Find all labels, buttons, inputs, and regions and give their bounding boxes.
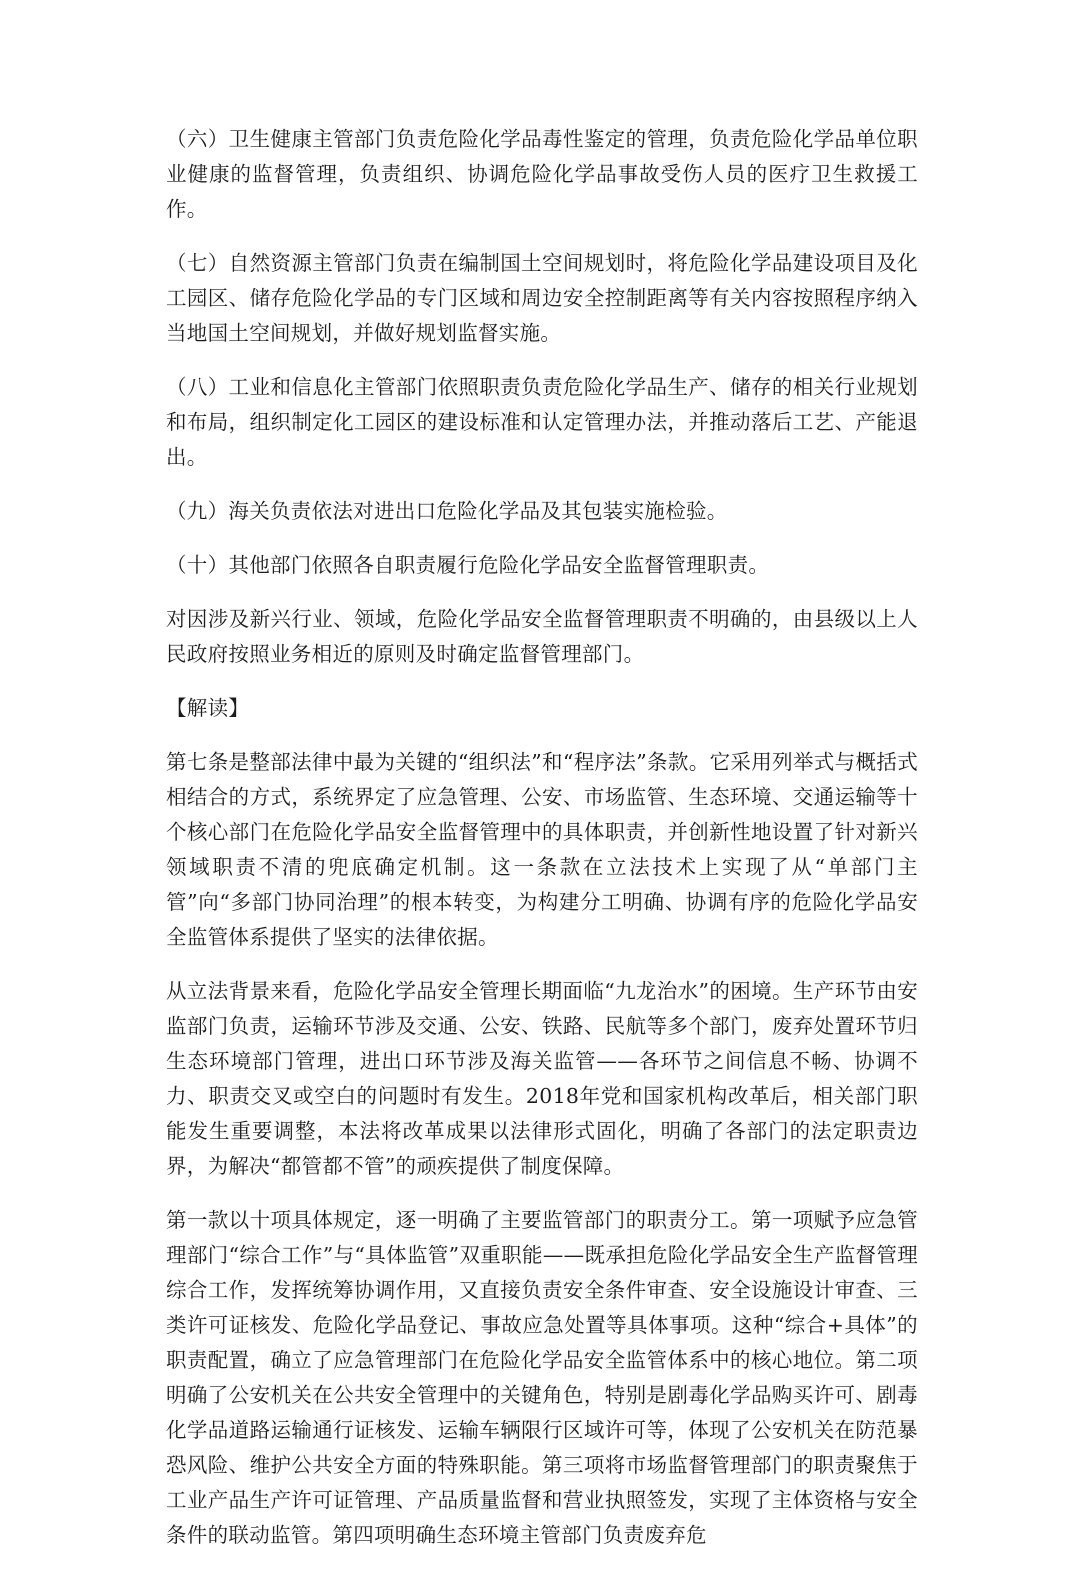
section-heading: 【解读】 — [166, 696, 250, 720]
clause-item-6: （六）卫生健康主管部门负责危险化学品毒性鉴定的管理，负责危险化学品单位职业健康的监督管理，负责组织、协调危险化学品事故受伤人员的医疗卫生救援工作。 — [166, 127, 918, 221]
clause-item-9: （九）海关负责依法对进出口危险化学品及其包装实施检验。 — [166, 499, 728, 523]
interpretation-paragraph: 从立法背景来看，危险化学品安全管理长期面临“九龙治水”的困境。生产环节由安监部门负责，运输环节涉及交通、公安、铁路、民航等多个部门，废弃处置环节归生态环境部门管理，进出口环节涉及海关监管——各环节之间信息不畅、协调不力、职责交叉或空白的问题时有发生。2018年党和国家机构改革后，相关部门职能发生重要调整，本法将改革成果以法律形式固化，明确了各部门的法定职责边界，为解决“都管都不管”的顽疾提供了制度保障。 — [166, 979, 918, 1178]
interpretation-paragraph: 第七条是整部法律中最为关键的“组织法”和“程序法”条款。它采用列举式与概括式相结合的方式，系统界定了应急管理、公安、市场监管、生态环境、交通运输等十个核心部门在危险化学品安全监督管理中的具体职责，并创新性地设置了针对新兴领域职责不清的兜底确定机制。这一条款在立法技术上实现了从“单部门主管”向“多部门协同治理”的根本转变，为构建分工明确、协调有序的危险化学品安全监管体系提供了坚实的法律依据。 — [166, 750, 918, 949]
clause-item-7: （七）自然资源主管部门负责在编制国土空间规划时，将危险化学品建设项目及化工园区、储存危险化学品的专门区域和周边安全控制距离等有关内容按照程序纳入当地国土空间规划，并做好规划监督实施。 — [166, 251, 918, 345]
clause-item-8: （八）工业和信息化主管部门依照职责负责危险化学品生产、储存的相关行业规划和布局，组织制定化工园区的建设标准和认定管理办法，并推动落后工艺、产能退出。 — [166, 375, 918, 469]
clause-fallback-provision: 对因涉及新兴行业、领域，危险化学品安全监督管理职责不明确的，由县级以上人民政府按照业务相近的原则及时确定监督管理部门。 — [166, 607, 918, 666]
document-body — [166, 122, 918, 1572]
clause-item-10: （十）其他部门依照各自职责履行危险化学品安全监督管理职责。 — [166, 553, 770, 577]
interpretation-paragraph: 第一款以十项具体规定，逐一明确了主要监管部门的职责分工。第一项赋予应急管理部门“综合工作”与“具体监管”双重职能——既承担危险化学品安全生产监督管理综合工作，发挥统筹协调作用，又直接负责安全条件审查、安全设施设计审查、三类许可证核发、危险化学品登记、事故应急处置等具体事项。这种“综合+具体”的职责配置，确立了应急管理部门在危险化学品安全监管体系中的核心地位。第二项明确了公安机关在公共安全管理中的关键角色，特别是剧毒化学品购买许可、剧毒化学品道路运输通行证核发、运输车辆限行区域许可等，体现了公安机关在防范暴恐风险、维护公共安全方面的特殊职能。第三项将市场监督管理部门的职责聚焦于工业产品生产许可证管理、产品质量监督和营业执照签发，实现了主体资格与安全条件的联动监管。第四项明确生态环境主管部门负责废弃危 — [166, 1208, 918, 1547]
